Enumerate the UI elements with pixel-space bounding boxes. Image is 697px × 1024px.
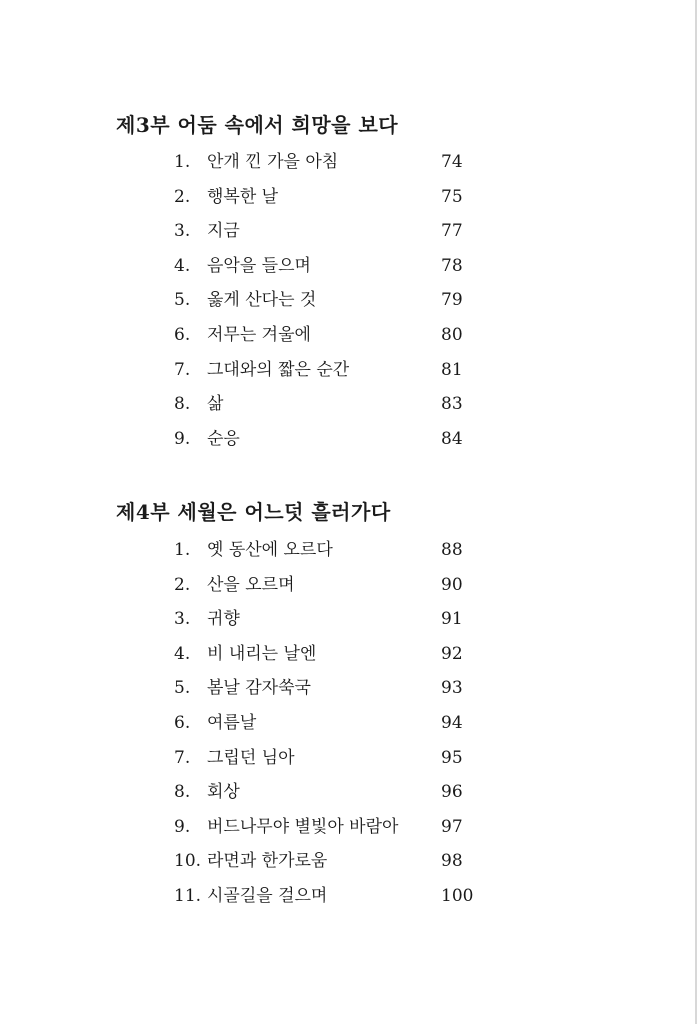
toc-page-number: 79 bbox=[441, 290, 463, 311]
toc-entry bbox=[174, 318, 494, 353]
toc-number: 3. bbox=[174, 221, 191, 242]
toc-entry bbox=[174, 422, 494, 457]
toc-number: 4. bbox=[174, 643, 191, 664]
toc-title: 봄날 감자쑥국 bbox=[207, 678, 311, 699]
toc-title: 안개 낀 가을 아침 bbox=[207, 152, 339, 172]
toc-entry bbox=[174, 844, 494, 879]
toc-page-number: 80 bbox=[441, 324, 463, 345]
toc-number: 9. bbox=[174, 428, 191, 449]
part-4-title: 제4부 세월은 어느덧 흘러가다 bbox=[116, 500, 391, 524]
toc-number: 2. bbox=[174, 186, 191, 207]
toc-number: 10. bbox=[174, 851, 202, 872]
toc-title: 시골길을 걸으며 bbox=[207, 885, 328, 906]
toc-title: 음악을 들으며 bbox=[207, 255, 311, 276]
toc-title: 비 내리는 날엔 bbox=[207, 643, 317, 664]
toc-title: 라면과 한가로움 bbox=[207, 851, 328, 872]
toc-number: 7. bbox=[174, 359, 191, 380]
toc-page-number: 98 bbox=[441, 851, 463, 872]
toc-number: 8. bbox=[174, 394, 191, 415]
toc-entry bbox=[174, 353, 494, 388]
toc-number: 3. bbox=[174, 609, 191, 630]
toc-entry bbox=[174, 145, 494, 180]
toc-page-number: 94 bbox=[441, 712, 463, 733]
toc-page-number: 95 bbox=[441, 747, 463, 768]
toc-number: 4. bbox=[174, 255, 191, 276]
toc-entry bbox=[174, 741, 494, 776]
toc-page-number: 77 bbox=[441, 221, 463, 242]
toc-number: 2. bbox=[174, 574, 191, 595]
toc-entry bbox=[174, 249, 494, 284]
toc-entry bbox=[174, 568, 494, 603]
toc-title: 산을 오르며 bbox=[207, 574, 295, 595]
toc-entry bbox=[174, 602, 494, 637]
toc-page-number: 100 bbox=[441, 885, 474, 906]
toc-page-number: 84 bbox=[441, 428, 463, 449]
toc-entry bbox=[174, 671, 494, 706]
part-4-list bbox=[174, 533, 494, 914]
toc-number: 7. bbox=[174, 747, 191, 768]
toc-title: 버드나무야 별빛아 바람아 bbox=[207, 816, 399, 837]
toc-title: 행복한 날 bbox=[207, 186, 279, 207]
toc-title: 여름날 bbox=[207, 712, 257, 733]
part-3-title: 제3부 어둠 속에서 희망을 보다 bbox=[116, 113, 399, 137]
toc-title: 귀향 bbox=[207, 609, 240, 630]
toc-page-number: 81 bbox=[441, 359, 463, 380]
toc-entry bbox=[174, 214, 494, 249]
toc-title: 회상 bbox=[207, 782, 240, 803]
toc-title: 그대와의 짧은 순간 bbox=[207, 359, 350, 380]
toc-entry bbox=[174, 810, 494, 845]
toc-title: 옛 동산에 오르다 bbox=[207, 540, 333, 560]
toc-number: 5. bbox=[174, 290, 191, 311]
toc-title: 저무는 겨울에 bbox=[207, 324, 311, 345]
toc-number: 9. bbox=[174, 816, 191, 837]
part-3-list bbox=[174, 145, 494, 456]
toc-page-number: 88 bbox=[441, 540, 463, 560]
toc-entry bbox=[174, 180, 494, 215]
toc-page-number: 78 bbox=[441, 255, 463, 276]
toc-title: 옳게 산다는 것 bbox=[207, 290, 317, 311]
toc-title: 삶 bbox=[207, 394, 224, 415]
toc-page-number: 91 bbox=[441, 609, 463, 630]
toc-title: 순응 bbox=[207, 428, 240, 449]
toc-number: 1. bbox=[174, 152, 191, 172]
toc-number: 6. bbox=[174, 324, 191, 345]
toc-entry bbox=[174, 879, 494, 914]
toc-number: 6. bbox=[174, 712, 191, 733]
toc-entry bbox=[174, 775, 494, 810]
toc-page-number: 96 bbox=[441, 782, 463, 803]
toc-page-number: 90 bbox=[441, 574, 463, 595]
toc-title: 지금 bbox=[207, 221, 240, 242]
toc-page-number: 97 bbox=[441, 816, 463, 837]
toc-entry bbox=[174, 533, 494, 568]
toc-entry bbox=[174, 637, 494, 672]
toc-page-number: 83 bbox=[441, 394, 463, 415]
toc-entry bbox=[174, 706, 494, 741]
toc-entry bbox=[174, 283, 494, 318]
toc-page-number: 93 bbox=[441, 678, 463, 699]
toc-page-number: 74 bbox=[441, 152, 463, 172]
toc-title: 그립던 님아 bbox=[207, 747, 295, 768]
toc-page-number: 75 bbox=[441, 186, 463, 207]
toc-number: 11. bbox=[174, 885, 202, 906]
toc-entry bbox=[174, 387, 494, 422]
toc-page-number: 92 bbox=[441, 643, 463, 664]
toc-number: 5. bbox=[174, 678, 191, 699]
toc-number: 1. bbox=[174, 540, 191, 560]
toc-number: 8. bbox=[174, 782, 191, 803]
